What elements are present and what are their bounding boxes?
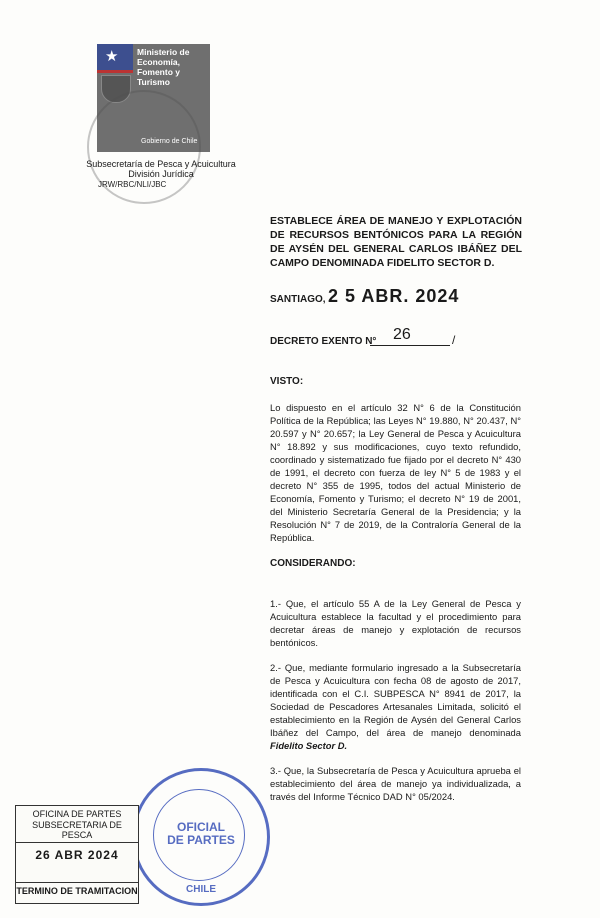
office-stamp-date: 26 ABR 2024 [35, 848, 119, 862]
decreto-underline [370, 345, 450, 346]
star-icon: ★ [105, 48, 119, 65]
place-label: SANTIAGO, [270, 294, 326, 305]
decreto-number: 26 [393, 326, 411, 343]
document-title: ESTABLECE ÁREA DE MANEJO Y EXPLOTACIÓN DE RECURSOS BENTÓNICOS PARA LA REGIÓN DE AYSÉN DEL GENERAL CARLOS IBÁÑEZ DEL CAMPO DENOMINADA FIDELITO SECTOR D. [270, 215, 522, 269]
office-stamp-footer: TERMINO DE TRAMITACION [16, 882, 138, 896]
visto-paragraph: Lo dispuesto en el artículo 32 N° 6 de la Constitución Política de la República; las Leyes N° 19.880, N° 20.437, N° 20.597 y N° 20.657; la Ley General de Pesca y Acuicultura N° 18.892 y sus modificaciones, cuyo texto refundido, coordinado y sistematizado fue fijado por el decreto N° 430 de 1991, el decreto con fuerza de ley N° 5 de 1983 y el decreto N° 355 de 1995, todos del actual Ministerio de Economía, Fomento y Turismo; el decreto N° 19 de 2001, del Ministerio Secretaría General de la Presidencia; y la Resolución N° 7 de 2019, de la Contraloría General de la República. [270, 402, 521, 543]
considerando-paragraph-2: 2.- Que, mediante formulario ingresado a la Subsecretaría de Pesca y Acuicultura con fecha 08 de agosto de 2017, identificada con el C.I. SUBPESCA N° 8941 de 2017, la Sociedad de Pescadores Artesanales Limitada, solicitó el establecimiento en la Región de Aysén del General Carlos Ibáñez del Campo, del área de manejo denominada Fidelito Sector D. [270, 662, 521, 751]
gov-label: Gobierno de Chile [141, 138, 198, 145]
seal-bottom: CHILE [186, 884, 216, 895]
area-name: Fidelito Sector D. [270, 740, 348, 751]
date-stamp: 2 5 ABR. 2024 [328, 286, 460, 306]
official-seal [132, 768, 270, 906]
seal-line-1: OFICIAL [177, 820, 225, 834]
office-stamp [15, 805, 139, 904]
considerando-paragraph-3: 3.- Que, la Subsecretaría de Pesca y Acuicultura aprueba el establecimiento del área de manejo ya individualizada, a través del Informe Técnico DAD N° 05/2024. [270, 765, 521, 802]
decreto-label: DECRETO EXENTO N° [270, 336, 377, 347]
considerando-heading: CONSIDERANDO: [270, 558, 356, 569]
office-stamp-line-1: OFICINA DE PARTES [32, 809, 122, 819]
office-stamp-line-2: SUBSECRETARIA DE PESCA [16, 820, 138, 843]
issuer-block [86, 159, 236, 179]
decreto-slash: / [452, 333, 456, 347]
seal-line-2: DE PARTES [167, 833, 235, 847]
ministry-name: Ministerio de Economía, Fomento y Turismo [137, 47, 190, 87]
considerando-paragraph-1: 1.- Que, el artículo 55 A de la Ley General de Pesca y Acuicultura establece la facultad y el procedimiento para decretar áreas de manejo y explotación de recursos bentónicos. [270, 598, 521, 648]
reference-code: JRW/RBC/NLI/JBC [98, 180, 167, 189]
visto-heading: VISTO: [270, 376, 304, 387]
subsecretaria-label: Subsecretaría de Pesca y Acuicultura [86, 159, 236, 169]
division-label: División Jurídica [128, 169, 194, 179]
flag-red-stripe [97, 70, 133, 73]
